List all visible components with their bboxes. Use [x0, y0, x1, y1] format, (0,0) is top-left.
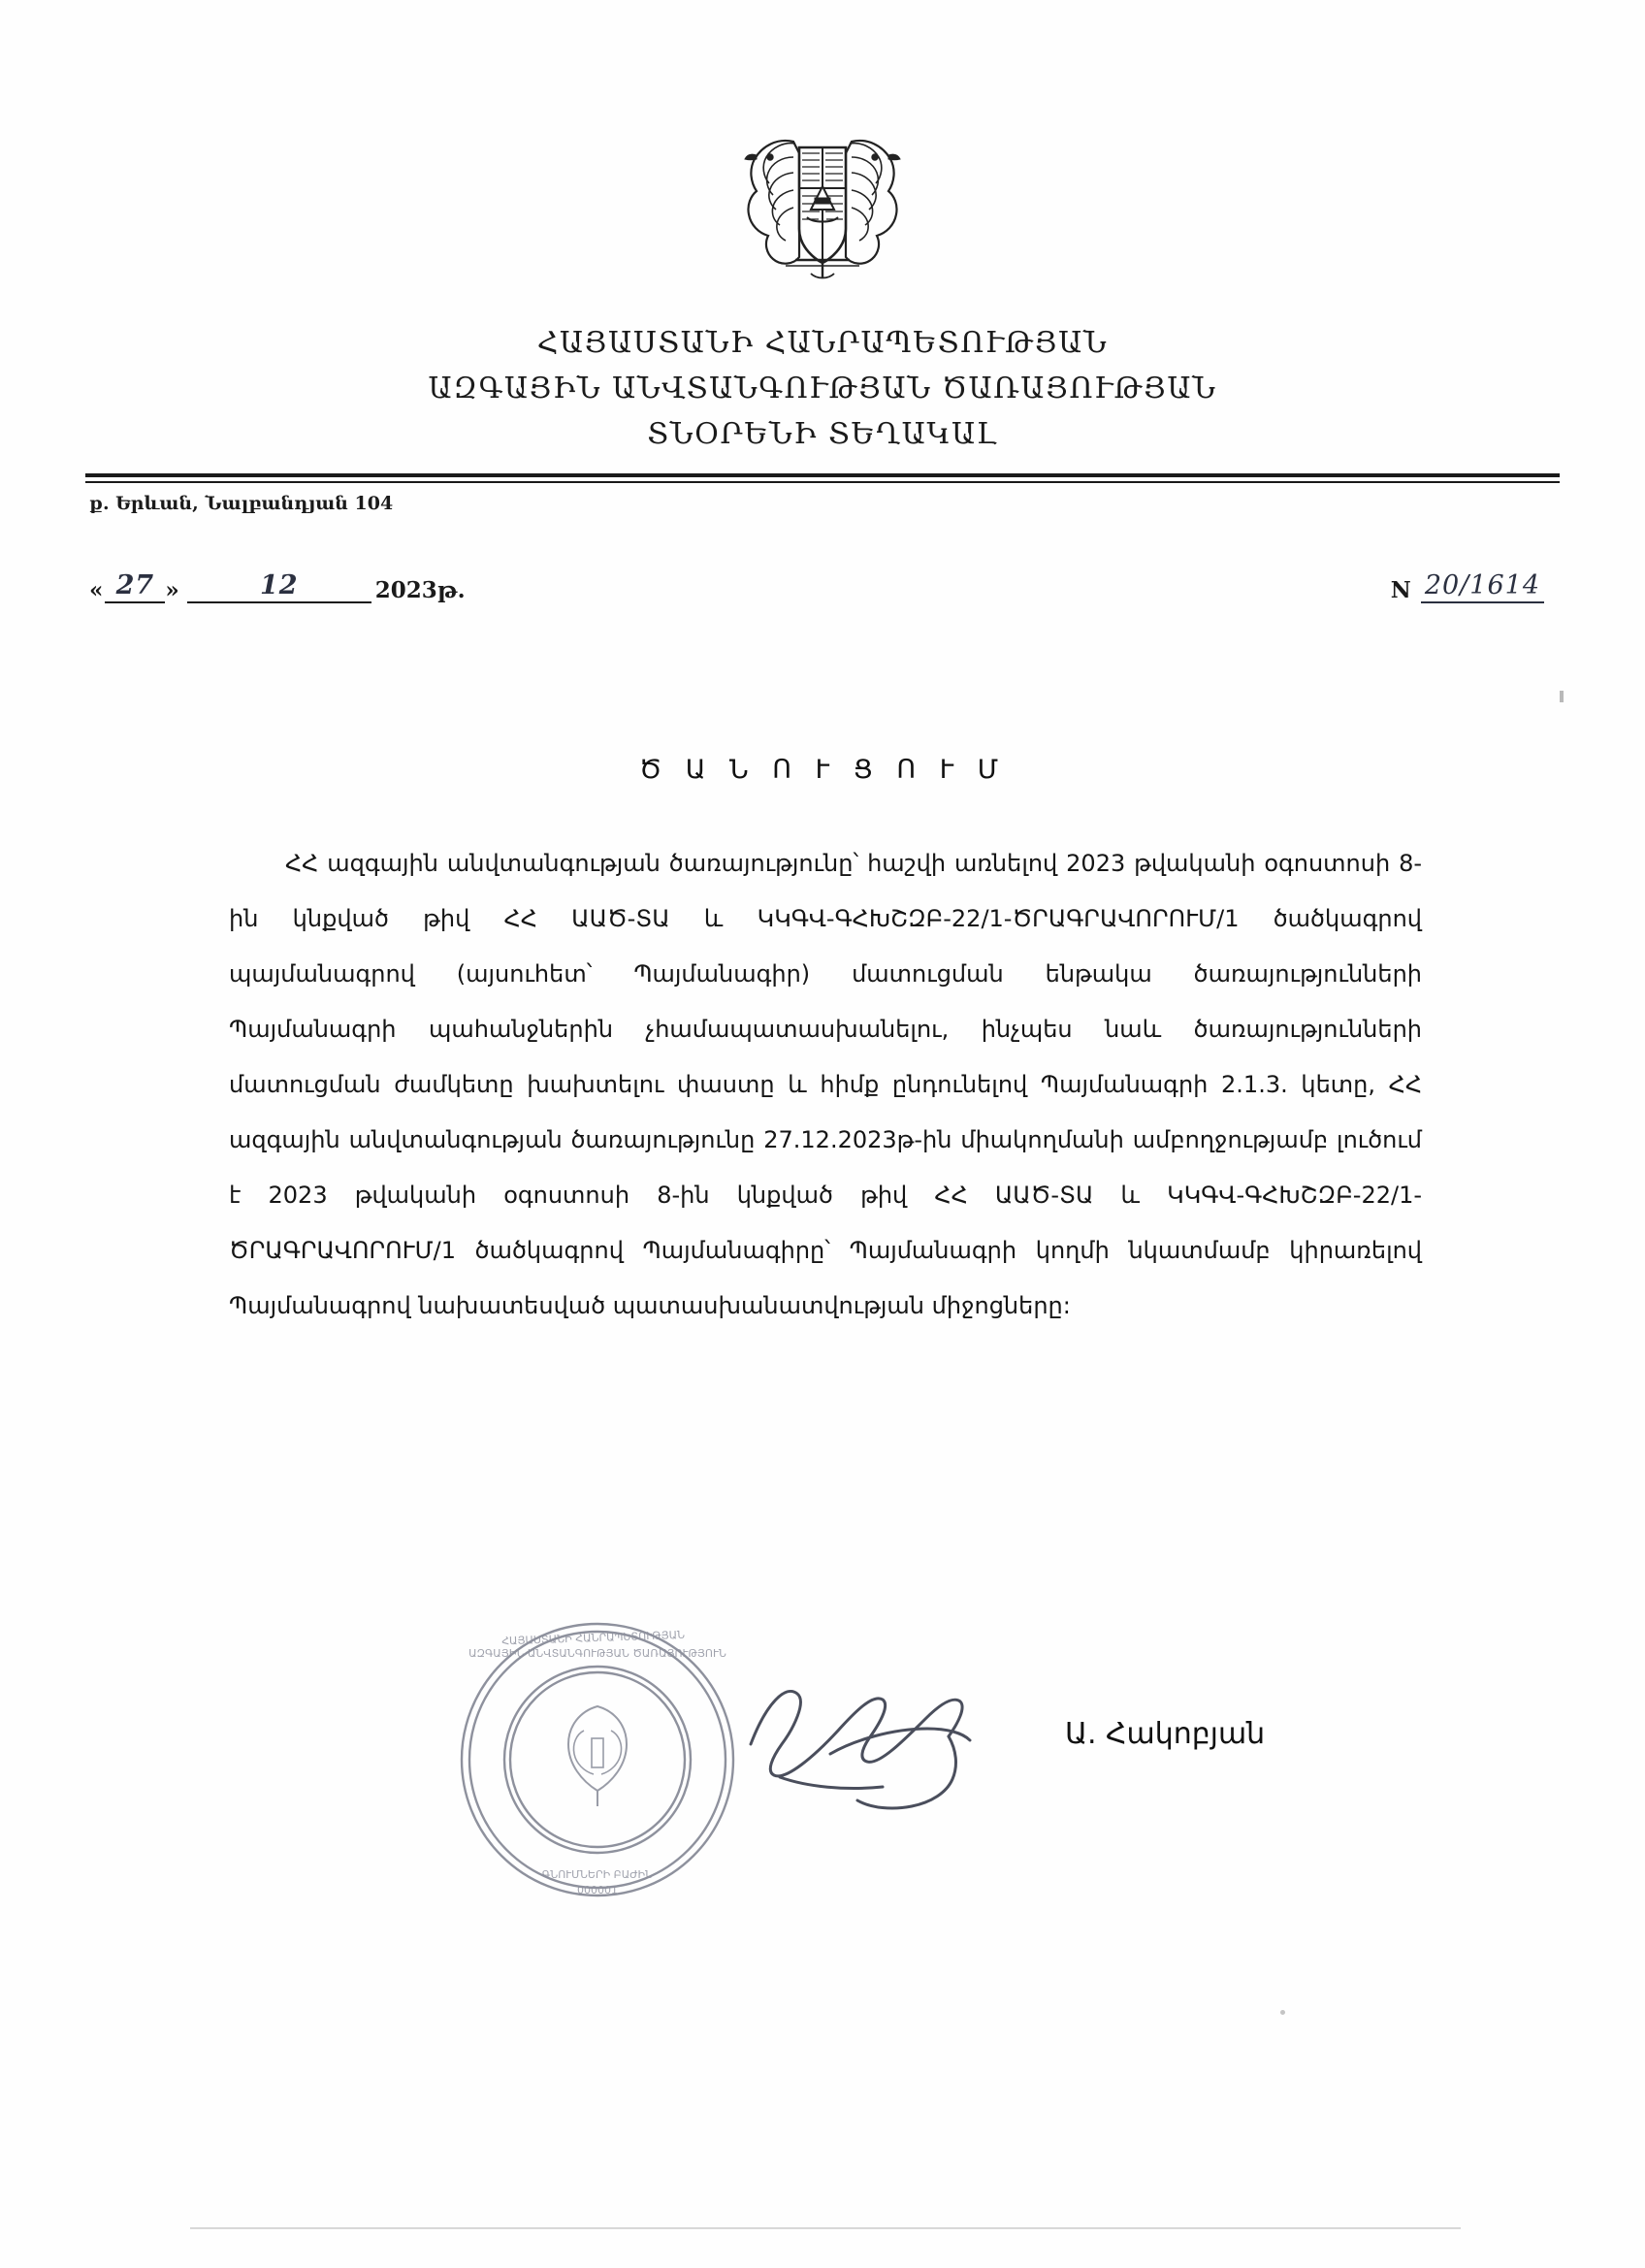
- date-month-value: 12: [187, 570, 371, 603]
- body-paragraph: ՀՀ ազգային անվտանգության ծառայությունը՝ հաշվի առնելով 2023 թվականի օգոստոսի 8-ին կնքված թիվ ՀՀ ԱԱԾ-ՏԱ և ԿԿԳՎ-ԳՀԽՇԶԲ-22/1-ԾՐԱԳՐԱՎՈՐՈՒՄ/1 ծածկագրով պայմանագրով (այսուհետ՝ Պայմանագիր) մատուցման ենթակա ծառայությունների Պայմանագրի պահանջներին չհամապատասխանելու, ինչպես նաև ծառայությունների մատուցման ժամկետը խախտելու փաստը և հիմք ընդունելով Պայմանագրի 2.1.3. կետը, ՀՀ ազգային անվտանգության ծառայությունը 27.12.2023թ-ին միակողմանի ամբողջությամբ լուծում է 2023 թվականի օգոստոսի 8-ին կնքված թիվ ՀՀ ԱԱԾ-ՏԱ և ԿԿԳՎ-ԳՀԽՇԶԲ-22/1-ԾՐԱԳՐԱՎՈՐՈՒՄ/1 ծածկագրով Պայմանագիրը՝ Պայմանագրի կողմի նկատմամբ կիրառելով Պայմանագրով նախատեսված պատասխանատվության միջոցները:: [229, 850, 1422, 1319]
- document-body: [229, 836, 1422, 1334]
- armenia-coat-of-arms-icon: [735, 114, 910, 284]
- svg-text:ԳՆՈՒՄՆԵՐԻ ԲԱԺԻՆ: ԳՆՈՒՄՆԵՐԻ ԲԱԺԻՆ: [541, 1868, 654, 1881]
- emblem-container: [0, 114, 1645, 284]
- footer-divider: [190, 2227, 1461, 2229]
- date-year-value: 2023թ.: [374, 577, 466, 603]
- official-round-stamp-icon: [452, 1614, 743, 1905]
- document-number-label: N: [1390, 577, 1411, 603]
- page-title: Ծ Ա Ն Ո Ւ Ց Ո Ւ Մ: [638, 755, 1007, 785]
- scan-artifact-dot: [1280, 2010, 1285, 2015]
- svg-text:000001: 000001: [577, 1884, 618, 1896]
- document-number-value: 20/1614: [1421, 570, 1544, 603]
- scan-artifact-mark: [1560, 691, 1564, 702]
- date-line: [89, 570, 466, 603]
- header-line-1: ՀԱՅԱՍՏԱՆԻ ՀԱՆՐԱՊԵՏՈՒԹՅԱՆ: [536, 326, 1109, 360]
- header-line-3: ՏՆՕՐԵՆԻ ՏԵՂԱԿԱԼ: [647, 417, 998, 451]
- date-day-value: 27: [105, 570, 165, 603]
- header-line-2: ԱԶԳԱՅԻՆ ԱՆՎՏԱՆԳՈՒԹՅԱՆ ԾԱՌԱՅՈՒԹՅԱՆ: [428, 372, 1217, 405]
- office-address: ք. Երևան, Նալբանդյան 104: [89, 493, 394, 514]
- date-quote-close: »: [165, 577, 179, 603]
- svg-text:ԱԶԳԱՅԻՆ ԱՆՎՏԱՆԳՈՒԹՅԱՆ ԾԱՌԱՅՈՒԹ: ԱԶԳԱՅԻՆ ԱՆՎՏԱՆԳՈՒԹՅԱՆ ԾԱՌԱՅՈՒԹՅՈՒՆ: [468, 1647, 726, 1660]
- svg-text:ՀԱՅԱՍՏԱՆԻ ՀԱՆՐԱՊԵՏՈՒԹՅԱՆ: ՀԱՅԱՍՏԱՆԻ ՀԱՆՐԱՊԵՏՈՒԹՅԱՆ: [500, 1628, 686, 1648]
- date-quote-open: «: [89, 577, 104, 603]
- signer-name: Ա. Հակոբյան: [1065, 1717, 1266, 1751]
- document-header: [0, 320, 1645, 457]
- document-number: [1391, 570, 1544, 603]
- header-divider: [85, 473, 1560, 483]
- handwritten-signature-icon: [737, 1661, 1018, 1826]
- divider-thin-line: [85, 481, 1560, 483]
